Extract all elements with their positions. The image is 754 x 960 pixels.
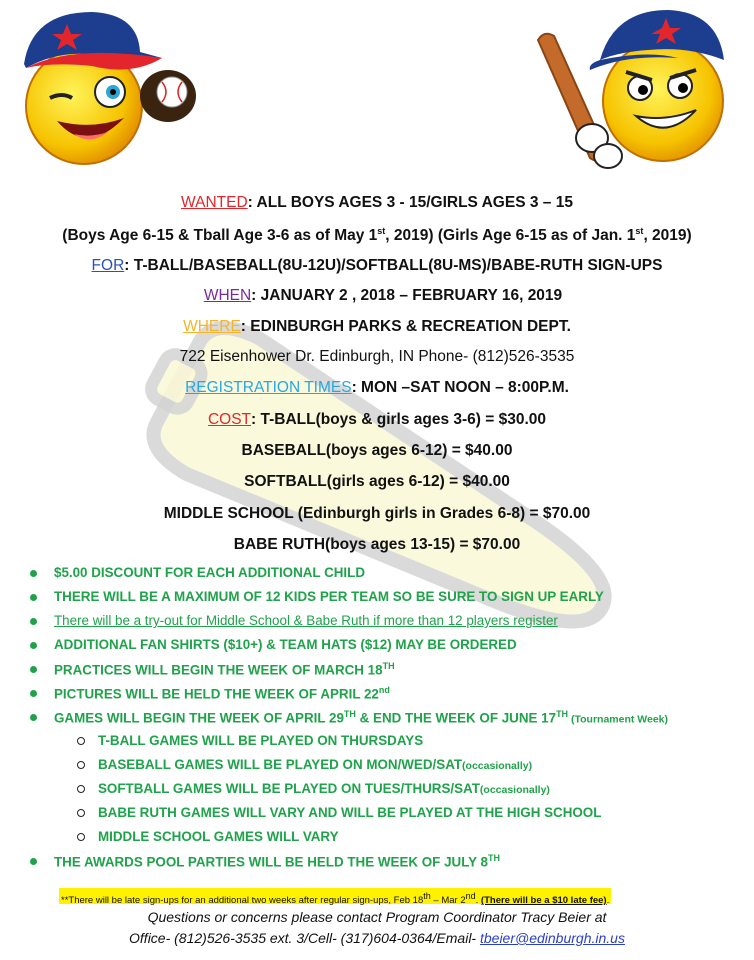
email-link[interactable]: tbeier@edinburgh.in.us [479, 930, 625, 946]
awards-sup: TH [488, 853, 501, 863]
sub-bullet-text [98, 757, 532, 772]
when-line [6, 287, 754, 305]
sub-bullet-icon [77, 737, 85, 745]
bullet-text: $5.00 DISCOUNT FOR EACH ADDITIONAL CHILD [54, 565, 365, 580]
sub-bullet-icon [77, 761, 85, 769]
where-label: WHERE [183, 318, 241, 335]
baseball-games-note: (occasionally) [462, 760, 533, 772]
softball-games-note: (occasionally) [479, 784, 550, 796]
sub-bullet-icon [77, 809, 85, 817]
bullet-text [54, 661, 395, 677]
ages-text-3: , 2019) [643, 227, 692, 245]
pictures-sup: nd [378, 685, 390, 695]
contact-line-2 [0, 930, 754, 946]
bullet-icon [30, 666, 37, 673]
practices-text: PRACTICES WILL BEGIN THE WEEK OF MARCH 18 [54, 662, 383, 678]
winking-baseball-mascot-icon [12, 6, 202, 166]
for-line [0, 257, 754, 275]
registration-line [0, 379, 754, 397]
bullet-icon [30, 642, 37, 649]
address-line: 722 Eisenhower Dr. Edinburgh, IN Phone- (812)526-3535 [179, 348, 575, 365]
awards-text: THE AWARDS POOL PARTIES WILL BE HELD THE WEEK OF JULY 8 [54, 854, 489, 870]
sub-bullet-icon [77, 785, 85, 793]
bullet-text [54, 709, 668, 725]
wanted-text: : ALL BOYS AGES 3 - 15/GIRLS AGES 3 – 15 [247, 194, 573, 211]
for-label: FOR [91, 257, 125, 274]
bullet-text: ADDITIONAL FAN SHIRTS ($10+) & TEAM HATS ($12) MAY BE ORDERED [54, 637, 517, 652]
sub-bullet-icon [77, 833, 85, 841]
late-text-3: . [475, 895, 481, 907]
cost-baseball: BASEBALL(boys ages 6-12) = $40.00 [241, 442, 513, 459]
baseball-games-text: BASEBALL GAMES WILL BE PLAYED ON MON/WED/SAT [98, 757, 463, 772]
when-label: WHEN [203, 287, 252, 304]
practices-sup: TH [382, 661, 395, 671]
ages-sup-2: st [635, 226, 644, 236]
batting-baseball-mascot-icon [528, 6, 738, 176]
late-signup-note [59, 888, 611, 907]
registration-text: : MON –SAT NOON – 8:00P.M. [351, 379, 569, 396]
late-text-1: **There will be late sign-ups for an additional two weeks after regular sign-ups, Feb 18 [61, 895, 424, 907]
late-text-4: . [606, 895, 610, 907]
ages-sup-1: st [377, 226, 386, 236]
late-text-2: – Mar 2 [430, 895, 466, 907]
sub-bullet-text: BABE RUTH GAMES WILL VARY AND WILL BE PLAYED AT THE HIGH SCHOOL [98, 805, 602, 820]
ages-text-2: , 2019) (Girls Age 6-15 as of Jan. 1 [385, 227, 636, 245]
games-note: (Tournament Week) [568, 713, 669, 726]
sub-bullet-text [98, 781, 550, 796]
cost-middle-school: MIDDLE SCHOOL (Edinburgh girls in Grades 6-8) = $70.00 [163, 505, 591, 522]
softball-games-text: SOFTBALL GAMES WILL BE PLAYED ON TUES/THURS/SAT [98, 781, 480, 796]
wanted-line [0, 194, 754, 212]
bullet-icon [30, 594, 37, 601]
cost-babe-ruth: BABE RUTH(boys ages 13-15) = $70.00 [233, 536, 521, 553]
pictures-text: PICTURES WILL BE HELD THE WEEK OF APRIL 22 [54, 686, 379, 702]
where-text: : EDINBURGH PARKS & RECREATION DEPT. [240, 318, 571, 335]
bullet-text [54, 685, 390, 701]
contact-text: Office- (812)526-3535 ext. 3/Cell- (317)604-0364/Email- [129, 930, 480, 946]
games-text-1: GAMES WILL BEGIN THE WEEK OF APRIL 29 [54, 710, 344, 726]
when-text: : JANUARY 2 , 2018 – FEBRUARY 16, 2019 [251, 287, 563, 304]
bullet-icon [30, 618, 37, 625]
wanted-label: WANTED [181, 194, 248, 211]
late-fee: (There will be a $10 late fee) [480, 895, 607, 907]
games-text-2: & END THE WEEK OF JUNE 17 [355, 710, 557, 726]
games-sup-2: TH [556, 709, 569, 719]
bullet-icon [30, 690, 37, 697]
bullet-icon [30, 714, 37, 721]
bullet-icon [30, 570, 37, 577]
cost-softball: SOFTBALL(girls ages 6-12) = $40.00 [244, 473, 510, 490]
late-sup-2: nd [465, 891, 476, 901]
for-text: : T-BALL/BASEBALL(8U-12U)/SOFTBALL(8U-MS)/BABE-RUTH SIGN-UPS [124, 257, 663, 274]
bullet-text: There will be a try-out for Middle School & Babe Ruth if more than 12 players register [54, 613, 558, 628]
games-sup-1: TH [343, 709, 356, 719]
cost-tball: : T-BALL(boys & girls ages 3-6) = $30.00 [251, 411, 547, 428]
ages-line [0, 226, 754, 245]
cost-line [0, 411, 754, 429]
sub-bullet-text: T-BALL GAMES WILL BE PLAYED ON THURSDAYS [98, 733, 424, 748]
late-sup-1: th [423, 891, 431, 901]
bullet-text [54, 853, 500, 869]
contact-line-1: Questions or concerns please contact Program Coordinator Tracy Beier at [147, 909, 607, 925]
bullet-icon [30, 858, 37, 865]
ages-text-1: (Boys Age 6-15 & Tball Age 3-6 as of May 1 [62, 227, 378, 245]
bullet-text: THERE WILL BE A MAXIMUM OF 12 KIDS PER TEAM SO BE SURE TO SIGN UP EARLY [54, 589, 604, 604]
where-line [0, 318, 754, 336]
cost-label: COST [207, 411, 252, 428]
sub-bullet-text: MIDDLE SCHOOL GAMES WILL VARY [98, 829, 339, 844]
registration-label: REGISTRATION TIMES [185, 379, 352, 396]
